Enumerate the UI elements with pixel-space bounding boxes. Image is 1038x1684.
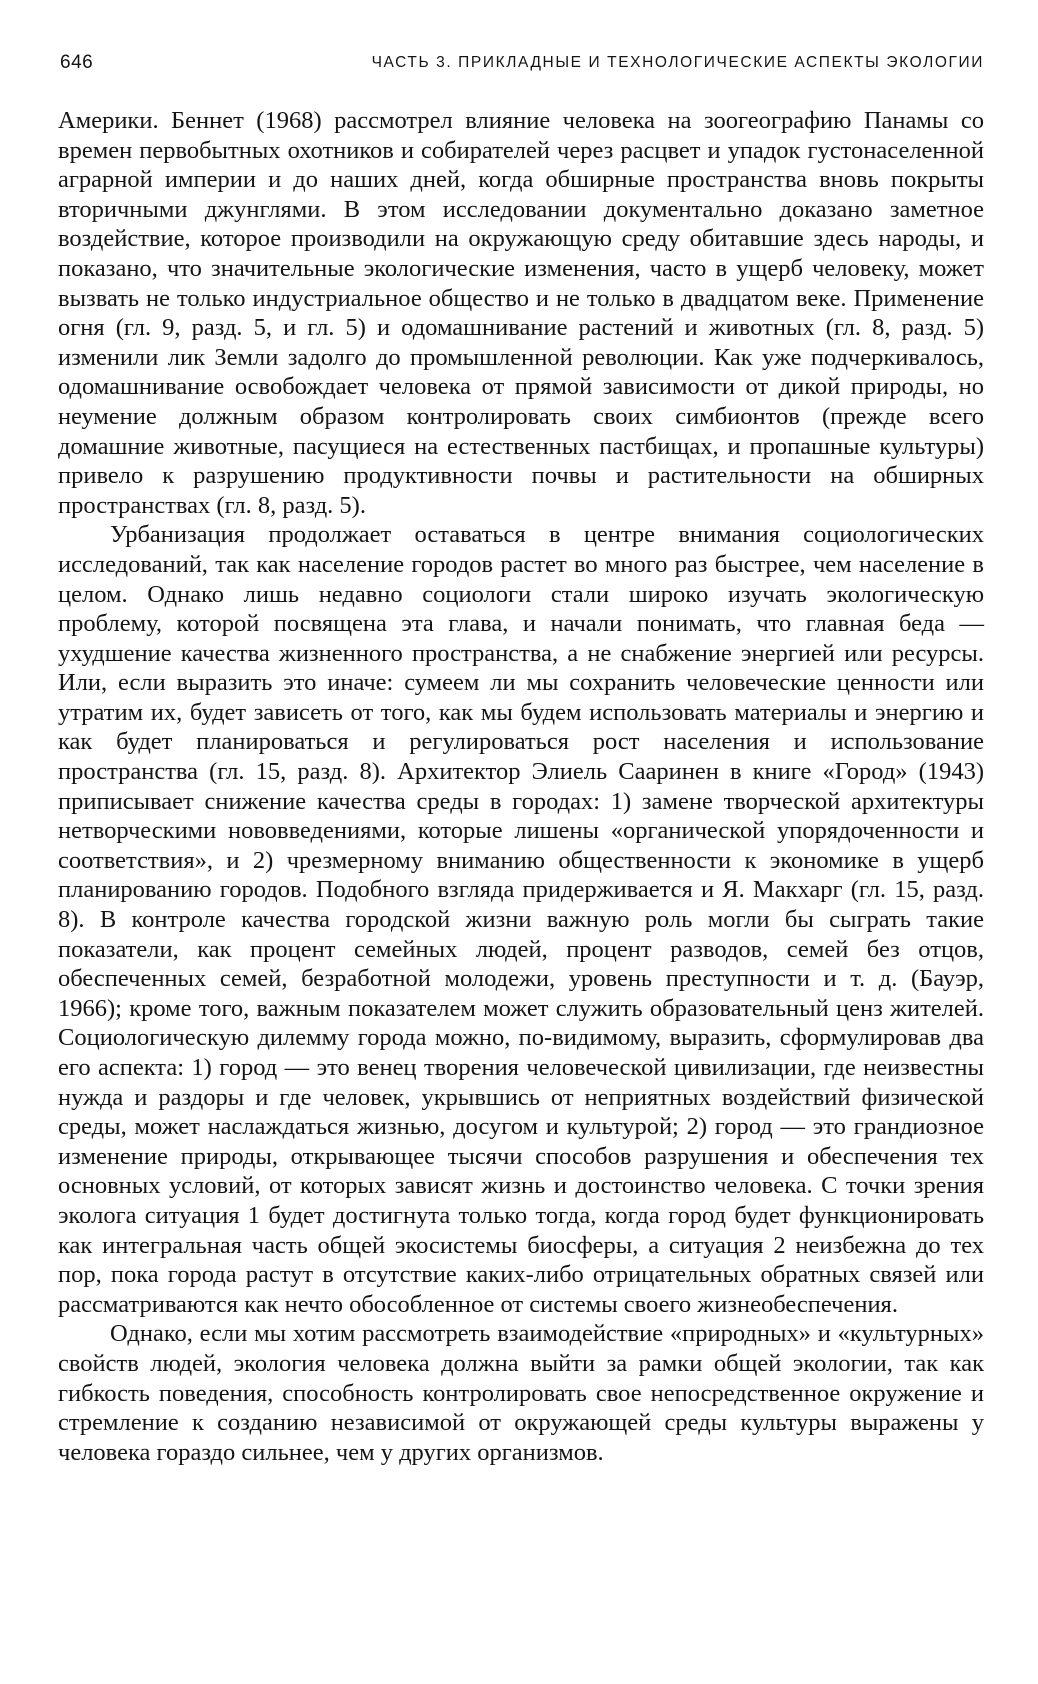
paragraph: Америки. Беннет (1968) рассмотрел влияние человека на зоогеографию Панамы со времен первобытных охотников и собирателей через расцвет и упадок густонаселенной аграрной империи и до наших дней, когда обширные пространства вновь покрыты вторичными джунглями. В этом исследовании документально доказано заметное воздействие, которое производили на окружающую среду обитавшие здесь народы, и показано, что значительные экологические изменения, часто в ущерб человеку, может вызвать не только индустриальное общество и не только в двадцатом веке. Применение огня (гл. 9, разд. 5, и гл. 5) и одомашнивание растений и животных (гл. 8, разд. 5) изменили лик Земли задолго до промышленной революции. Как уже подчеркивалось, одомашнивание освобождает человека от прямой зависимости от дикой природы, но неумение должным образом контролировать своих симбионтов (прежде всего домашние животные, пасущиеся на естественных пастбищах, и пропашные культуры) привело к разрушению продуктивности почвы и растительности на обширных пространствах (гл. 8, разд. 5).: [58, 107, 984, 519]
paragraph: Однако, если мы хотим рассмотреть взаимодействие «природных» и «культурных» свойств людей, экология человека должна выйти за рамки общей экологии, так как гибкость поведения, способность контролировать свое непосредственное окружение и стремление к созданию независимой от окружающей среды культуры выражены у человека гораздо сильнее, чем у других организмов.: [58, 1320, 984, 1466]
body-text: [58, 106, 984, 1467]
book-page: [58, 48, 984, 1467]
running-header: [58, 48, 984, 78]
running-title: ЧАСТЬ 3. ПРИКЛАДНЫЕ И ТЕХНОЛОГИЧЕСКИЕ АСПЕКТЫ ЭКОЛОГИИ: [371, 54, 984, 71]
paragraph: Урбанизация продолжает оставаться в центре внимания социологических исследований, так как население городов растет во много раз быстрее, чем население в целом. Однако лишь недавно социологи стали широко изучать экологическую проблему, которой посвящена эта глава, и начали понимать, что главная беда — ухудшение качества жизненного пространства, а не снабжение энергией или ресурсы. Или, если выразить это иначе: сумеем ли мы сохранить человеческие ценности или утратим их, будет зависеть от того, как мы будем использовать материалы и энергию и как будет планироваться и регулироваться рост населения и использование пространства (гл. 15, разд. 8). Архитектор Элиель Сааринен в книге «Город» (1943) приписывает снижение качества среды в городах: 1) замене творческой архитектуры нетворческими нововведениями, которые лишены «органической упорядоченности и соответствия», и 2) чрезмерному вниманию общественности к экономике в ущерб планированию городов. Подобного взгляда придерживается и Я. Макхарг (гл. 15, разд. 8). В контроле качества городской жизни важную роль могли бы сыграть такие показатели, как процент семейных людей, процент разводов, семей без отцов, обеспеченных семей, безработной молодежи, уровень преступности и т. д. (Бауэр, 1966); кроме того, важным показателем может служить образовательный ценз жителей. Социологическую дилемму города можно, по-видимому, выразить, сформулировав два его аспекта: 1) город — это венец творения человеческой цивилизации, где неизвестны нужда и раздоры и где человек, укрывшись от неприятных воздействий физической среды, может наслаждаться жизнью, досугом и культурой; 2) город — это грандиозное изменение природы, открывающее тысячи способов разрушения и обеспечения тех основных условий, от которых зависят жизнь и достоинство человека. С точки зрения эколога ситуация 1 будет достигнута только тогда, когда город будет функционировать как интегральная часть общей экосистемы биосферы, а ситуация 2 неизбежна до тех пор, пока города растут в отсутствие каких-либо отрицательных обратных связей или рассматриваются как нечто обособленное от системы своего жизнеобеспечения.: [58, 521, 984, 1318]
page-number: 646: [60, 52, 94, 73]
